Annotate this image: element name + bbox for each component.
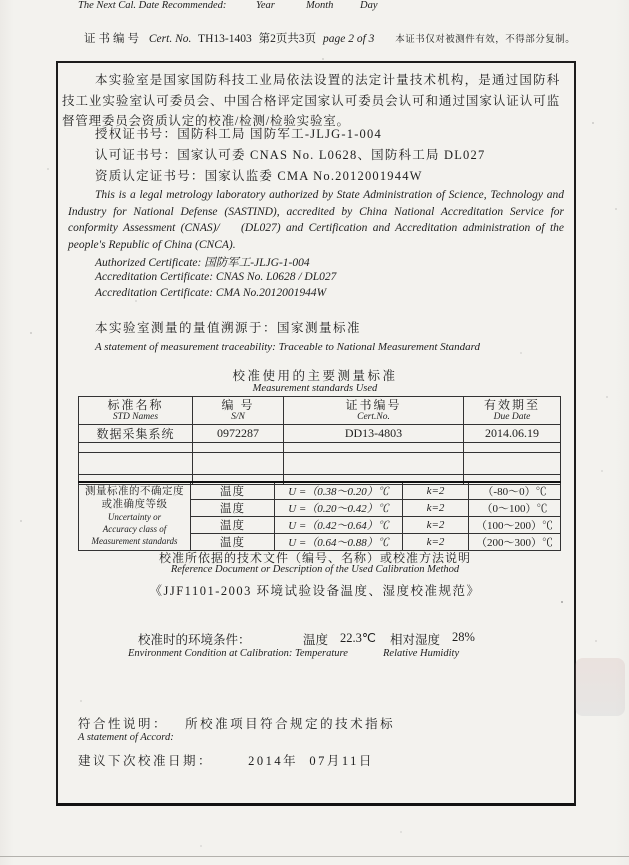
measurement-standards-table [78, 396, 561, 485]
traceability-statement-cn: 本实验室测量的量值溯源于：国家测量标准 [95, 321, 362, 335]
uncertainty-value-cell: U =（0.64～0.88）℃ [275, 534, 403, 551]
traceability-statement-en: A statement of measurement traceability: Traceable to National Measurement Standard [95, 341, 481, 353]
page-header [84, 30, 604, 46]
std-name-cell: 数据采集系统 [79, 425, 193, 443]
col-header-due-date [464, 397, 561, 425]
empty-cell [79, 453, 193, 475]
empty-cell [464, 443, 561, 453]
uncertainty-label-cell [79, 482, 191, 551]
reference-document: 《JJF1101-2003 环境试验设备温度、湿度校准规范》 [149, 584, 481, 598]
next-cal-date-value: 2014年 07月11日 [248, 754, 374, 768]
uncertainty-label-en-2: Accuracy class of [102, 524, 167, 534]
range-cell: （-80～0）℃ [469, 482, 561, 500]
col-header-sn [193, 397, 284, 425]
range-cell: （100～200）℃ [469, 517, 561, 534]
uncertainty-value-cell: U =（0.38～0.20）℃ [275, 482, 403, 500]
next-cal-label-cn: 建议下次校准日期： [78, 754, 214, 768]
validity-notice: 本证书仅对被测件有效，不得部分复制。 [395, 35, 576, 45]
col-header-due-date-en: Due Date [493, 412, 531, 422]
param-cell: 温度 [191, 534, 275, 551]
col-header-std-name [79, 397, 193, 425]
uncertainty-value-cell: U =（0.20～0.42）℃ [275, 500, 403, 517]
next-cal-year-label: Year [256, 0, 275, 11]
temperature-label-en: Temperature [295, 648, 348, 659]
coverage-factor-cell: k=2 [403, 500, 469, 517]
authorized-certificate-line-cn: 授权证书号：国防科工局 国防军工-JLJG-1-004 [95, 127, 382, 141]
qualification-certificate-line-cn: 资质认定证书号：国家认监委 CMA No.2012001944W [95, 169, 423, 183]
scan-smudge [575, 658, 625, 716]
authorized-certificate-line-en: Authorized Certificate: 国防军工-JLJG-1-004 [95, 257, 310, 269]
col-header-sn-cn: 编 号 [221, 398, 255, 412]
cert-no-value: TH13-1403 [198, 33, 252, 45]
accord-label-cn: 符合性说明： [78, 717, 169, 731]
accreditation-certificate-cnas-en: Accreditation Certificate: CNAS No. L0628 / DL027 [95, 271, 337, 283]
range-cell: （0～100）℃ [469, 500, 561, 517]
page-count-en: page 2 of 3 [322, 33, 375, 45]
empty-cell [79, 443, 193, 453]
table-header-row [79, 397, 561, 425]
uncertainty-label-en-3: Measurement standards [91, 536, 178, 546]
col-header-cert-no [284, 397, 464, 425]
accord-label-en: A statement of Accord: [78, 732, 174, 743]
next-cal-day-label: Day [360, 0, 378, 11]
next-cal-month-label: Month [306, 0, 334, 11]
accord-value: 所校准项目符合规定的技术指标 [185, 717, 396, 731]
range-cell: （200～300）℃ [469, 534, 561, 551]
empty-cell [193, 443, 284, 453]
col-header-cert-no-cn: 证书编号 [345, 398, 402, 412]
empty-cell [193, 453, 284, 475]
col-header-std-name-cn: 标准名称 [107, 398, 164, 412]
empty-cell [284, 443, 464, 453]
coverage-factor-cell: k=2 [403, 534, 469, 551]
param-cell: 温度 [191, 482, 275, 500]
param-cell: 温度 [191, 517, 275, 534]
uncertainty-label-cn-1: 测量标准的不确定度 [85, 486, 184, 497]
table-row-empty [79, 453, 561, 475]
table-row-empty [79, 443, 561, 453]
lab-intro-paragraph-en: This is a legal metrology laboratory authorized by State Administration of Science, Technology and Industry for National Defense (SASTIND), accredited by China National Accreditation Service for conformity Assessment (CNAS)/ (DL027) and Certification and Accreditation administration of the people's Republic of China (CNCA). [68, 189, 567, 251]
empty-cell [284, 453, 464, 475]
accreditation-certificate-line-cn: 认可证书号：国家认可委 CNAS No. L0628、国防科工局 DL027 [95, 148, 486, 162]
humidity-label-cn: 相对湿度 [390, 633, 441, 647]
empty-cell [464, 453, 561, 475]
cert-no-cell: DD13-4803 [284, 425, 464, 443]
col-header-cert-no-en: Cert.No. [357, 412, 390, 422]
page-count-cn: 第2页共3页 [258, 33, 317, 45]
uncertainty-label-cn-2: 或准确度等级 [101, 498, 168, 510]
uncertainty-row [79, 482, 561, 500]
col-header-due-date-cn: 有效期至 [483, 398, 540, 412]
uncertainty-value-cell: U =（0.42～0.64）℃ [275, 517, 403, 534]
humidity-value: 28% [452, 630, 475, 644]
table-row [79, 425, 561, 443]
temperature-label-cn: 温度 [303, 633, 329, 647]
reference-title-cn: 校准所依据的技术文件（编号、名称）或校准方法说明 [158, 551, 471, 565]
cert-no-label-en: Cert. No. [148, 33, 192, 45]
next-cal-line [78, 751, 374, 769]
scan-noise-speckles [0, 0, 2, 2]
accord-line [78, 714, 395, 732]
temperature-value: 22.3℃ [340, 631, 376, 645]
humidity-label-en: Relative Humidity [383, 648, 460, 659]
accreditation-certificate-cma-en: Accreditation Certificate: CMA No.2012001944W [95, 287, 327, 299]
next-cal-label-en: The Next Cal. Date Recommended: [78, 0, 227, 11]
environment-label-cn: 校准时的环境条件： [138, 633, 251, 647]
environment-label-en: Environment Condition at Calibration: [128, 648, 293, 659]
due-date-cell: 2014.06.19 [464, 425, 561, 443]
col-header-sn-en: S/N [231, 412, 245, 422]
coverage-factor-cell: k=2 [403, 482, 469, 500]
reference-title-en: Reference Document or Description of the Used Calibration Method [170, 564, 460, 575]
scan-edge-line [0, 856, 629, 857]
param-cell: 温度 [191, 500, 275, 517]
col-header-std-name-en: STD Names [112, 412, 159, 422]
uncertainty-label-en-1: Uncertainty or [107, 512, 162, 522]
standards-table-title-cn: 校准使用的主要测量标准 [232, 369, 398, 383]
cert-no-label-cn: 证书编号 [84, 33, 142, 45]
uncertainty-table [78, 481, 561, 551]
lab-intro-paragraph-cn: 本实验室是国家国防科技工业局依法设置的法定计量技术机构，是通过国防科技工业实验室认可委员会、中国合格评定国家认可委员会认可和通过国家认证认可监督管理委员会资质认定的校准/检测/检验实验室。 [62, 73, 560, 128]
coverage-factor-cell: k=2 [403, 517, 469, 534]
sn-cell: 0972287 [193, 425, 284, 443]
standards-table-title-en: Measurement standards Used [252, 383, 378, 394]
